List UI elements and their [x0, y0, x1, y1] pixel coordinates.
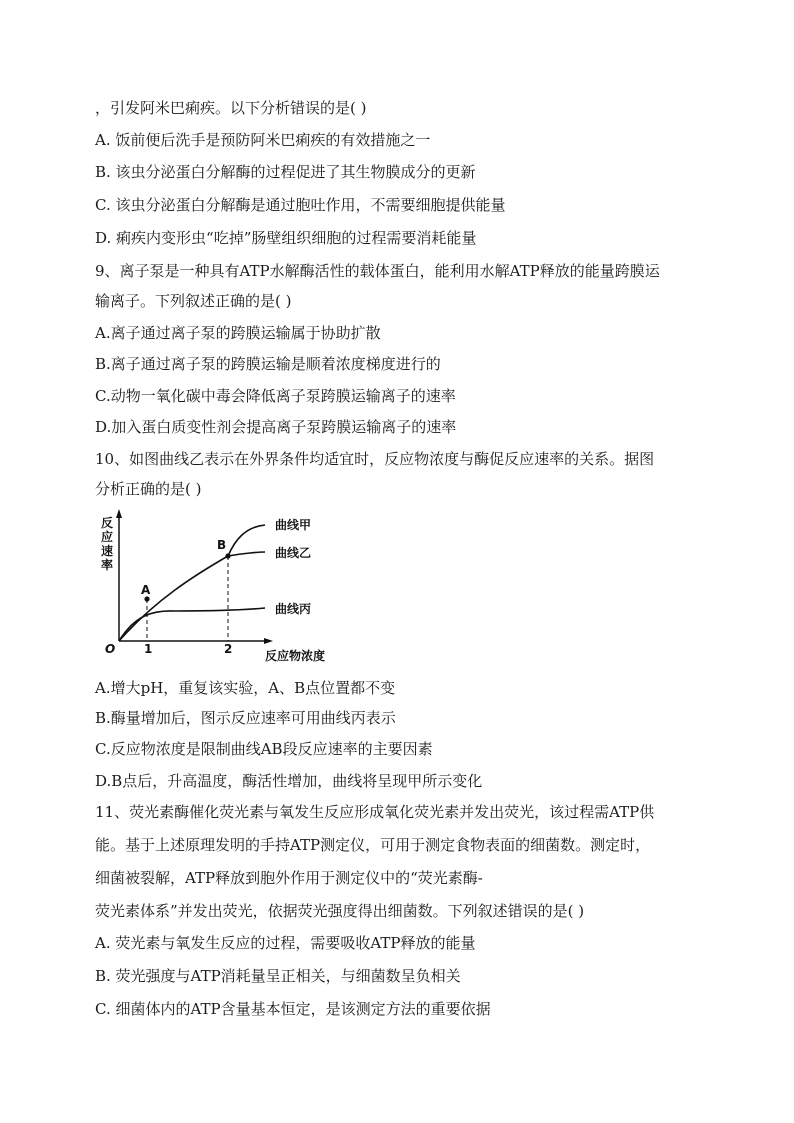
tick-label-2: 2: [224, 642, 233, 656]
curve-yi-label: 曲线乙: [275, 546, 312, 560]
origin-label: O: [105, 642, 116, 656]
text-line: B.离子通过离子泵的跨膜运输是顺着浓度梯度进行的: [95, 355, 441, 373]
point-a-marker: [144, 596, 149, 601]
y-axis-label: 应: [101, 530, 114, 544]
question-10-stem: 10、如图曲线乙表示在外界条件均适宜时，反应物浓度与酶促反应速率的关系。据图: [95, 450, 655, 468]
text-line: 荧光素体系”并发出荧光，依据荧光强度得出细菌数。下列叙述错误的是( ): [95, 902, 585, 920]
text-line: 输离子。下列叙述正确的是( ): [95, 292, 292, 310]
text-line: C.反应物浓度是限制曲线AB段反应速率的主要因素: [95, 740, 433, 758]
text-line: D. 痢疾内变形虫“吃掉”肠壁组织细胞的过程需要消耗能量: [95, 229, 477, 247]
text-line: A. 荧光素与氧发生反应的过程，需要吸收ATP释放的能量: [95, 934, 476, 952]
text-line: D.B点后，升高温度，酶活性增加，曲线将呈现甲所示变化: [95, 772, 483, 790]
y-axis-label: 率: [101, 558, 114, 572]
y-axis-label: 反: [101, 516, 114, 530]
text-line: C. 该虫分泌蛋白分解酶是通过胞吐作用，不需要细胞提供能量: [95, 196, 506, 214]
text-line: C. 细菌体内的ATP含量基本恒定，是该测定方法的重要依据: [95, 1000, 491, 1018]
question-9-stem: 9、离子泵是一种具有ATP水解酶活性的载体蛋白，能利用水解ATP释放的能量跨膜运: [95, 262, 660, 280]
text-line: 能。基于上述原理发明的手持ATP测定仪，可用于测定食物表面的细菌数。测定时，: [95, 836, 651, 854]
question-11-stem: 11、荧光素酶催化荧光素与氧发生反应形成氧化荧光素并发出荧光，该过程需ATP供: [95, 803, 655, 821]
curve-yi-line: [228, 552, 265, 556]
text-line: D.加入蛋白质变性剂会提高离子泵跨膜运输离子的速率: [95, 418, 457, 436]
text-line: 分析正确的是( ): [95, 480, 202, 498]
enzyme-reaction-figure: [95, 505, 345, 670]
point-a-label: A: [141, 583, 151, 597]
text-line: A.增大pH，重复该实验，A、B点位置都不变: [95, 679, 396, 697]
text-line: C.动物一氧化碳中毒会降低离子泵跨膜运输离子的速率: [95, 387, 456, 405]
text-line: 细菌被裂解，ATP释放到胞外作用于测定仪中的“荧光素酶-: [95, 869, 483, 887]
text-line: A. 饭前便后洗手是预防阿米巴痢疾的有效措施之一: [95, 131, 431, 149]
text-line: A.离子通过离子泵的跨膜运输属于协助扩散: [95, 324, 381, 342]
tick-label-1: 1: [144, 642, 153, 656]
x-axis-label: 反应物浓度: [265, 649, 326, 663]
text-line: B.酶量增加后，图示反应速率可用曲线丙表示: [95, 709, 396, 727]
y-axis-label: 速: [101, 544, 114, 558]
point-b-label: B: [217, 538, 227, 552]
curve-bing-label: 曲线丙: [275, 602, 312, 616]
text-line: B. 该虫分泌蛋白分解酶的过程促进了其生物膜成分的更新: [95, 163, 476, 181]
point-b-marker: [225, 553, 230, 558]
curve-jia-label: 曲线甲: [275, 518, 312, 532]
text-line: B. 荧光强度与ATP消耗量呈正相关，与细菌数呈负相关: [95, 967, 461, 985]
text-line: ，引发阿米巴痢疾。以下分析错误的是( ): [95, 99, 367, 117]
curve-bing-line: [119, 608, 265, 641]
